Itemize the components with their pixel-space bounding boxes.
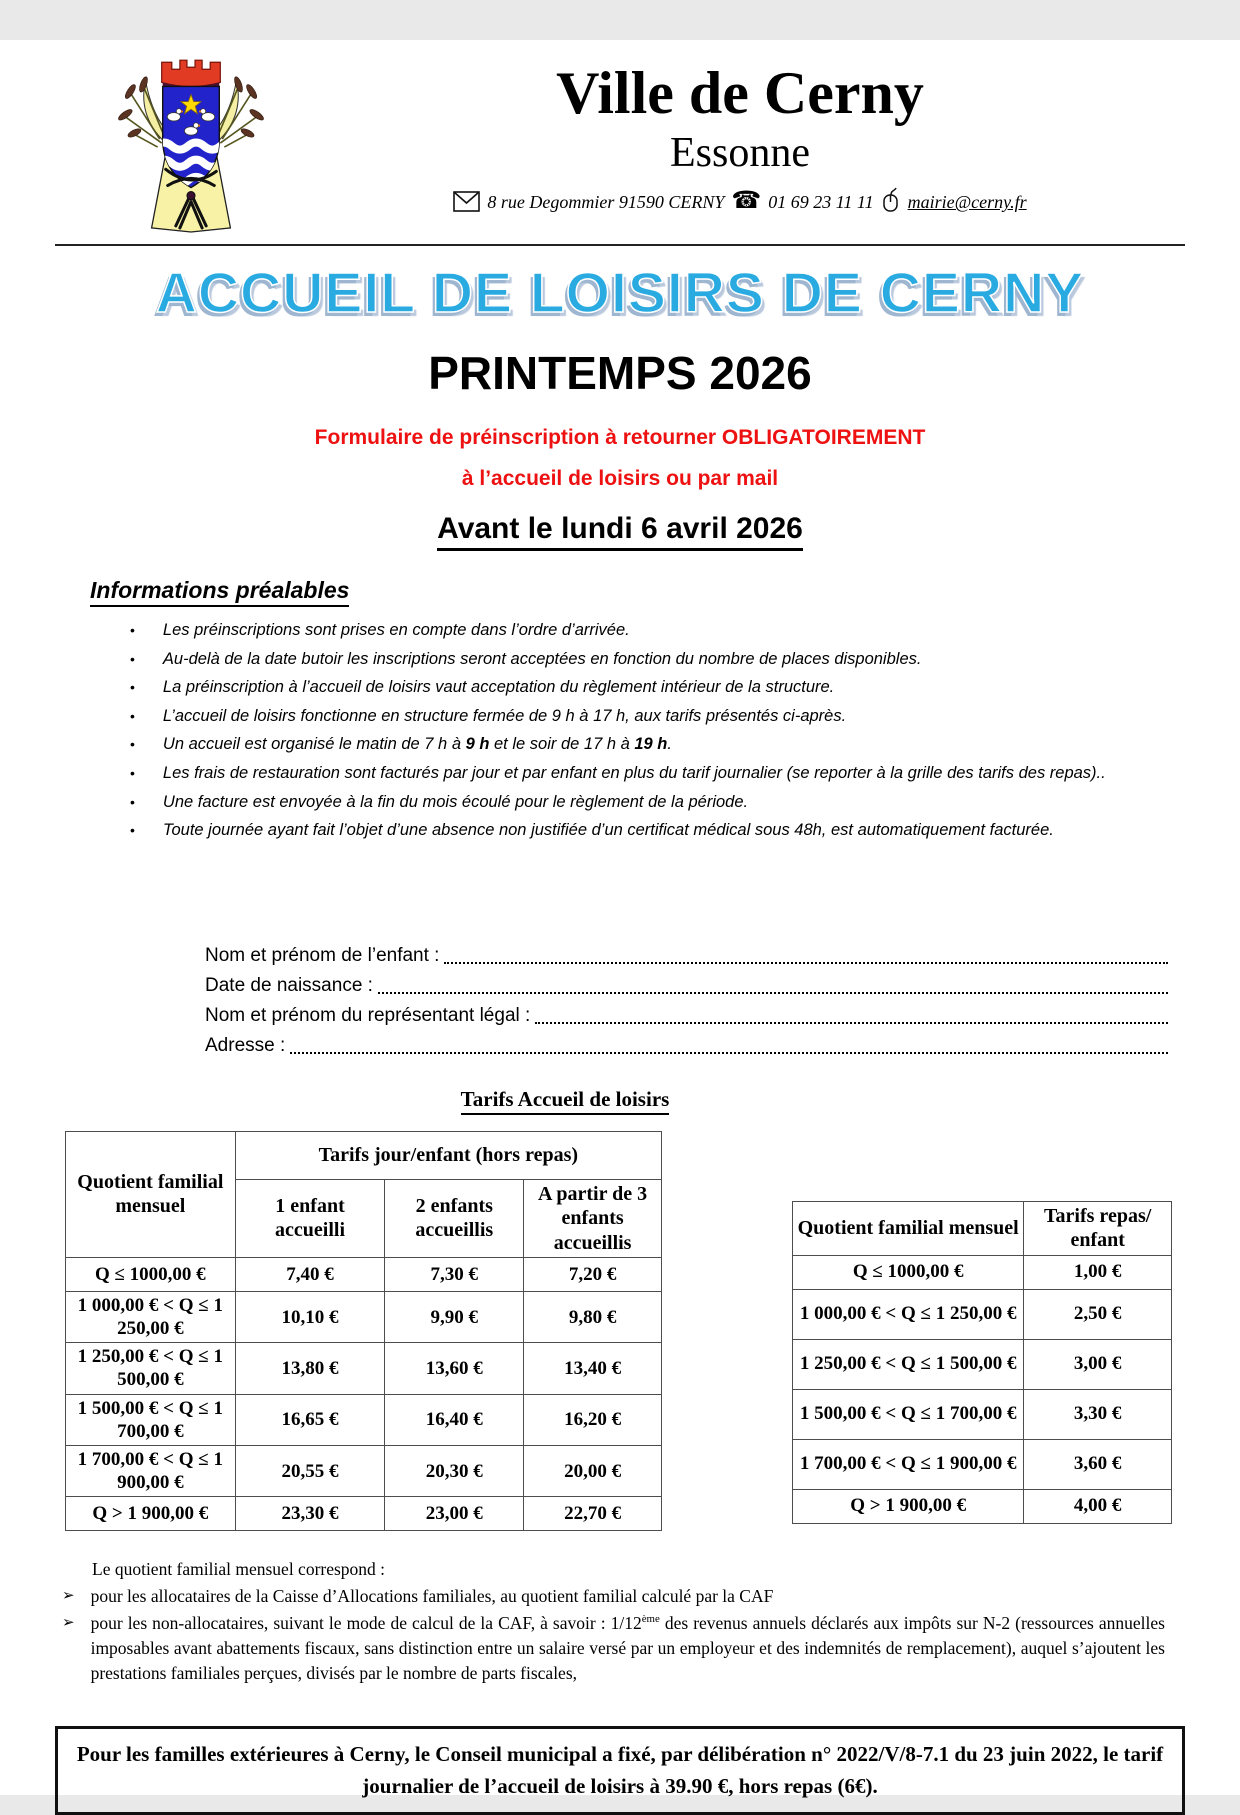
bullet-text: La préinscription à l’accueil de loisirs vaut acceptation du règlement intérieur de la structure. (162, 678, 835, 697)
list-item (62, 1611, 1165, 1686)
column-header: A partir de 3 enfants accueillis (524, 1179, 662, 1257)
bullet-icon: • (130, 679, 135, 696)
column-header: 2 enfants accueillis (385, 1179, 524, 1257)
price-cell: 9,80 € (524, 1291, 662, 1342)
day-tariff-table (65, 1131, 662, 1532)
price-cell: 20,55 € (235, 1445, 385, 1496)
bullet-text: Toute journée ayant fait l’objet d’une absence non justifiée d’un certificat médical sous 48h, est automatiquement facturée. (162, 821, 1054, 840)
form-row-birthdate (205, 975, 1168, 997)
qf-cell: 1 500,00 € < Q ≤ 1 700,00 € (66, 1394, 236, 1445)
department-name: Essonne (670, 130, 810, 176)
price-cell: 20,00 € (524, 1445, 662, 1496)
price-cell: 13,80 € (235, 1343, 385, 1394)
bullet-text: Un accueil est organisé le matin de 7 h à 9 h et le soir de 17 h à 19 h. (162, 735, 672, 754)
guardian-name-field (535, 1021, 1168, 1024)
field-label: Adresse : (205, 1034, 286, 1056)
qf-cell: 1 000,00 € < Q ≤ 1 250,00 € (793, 1289, 1024, 1339)
bullet-icon: • (130, 707, 135, 724)
price-cell: 3,30 € (1024, 1389, 1172, 1439)
bullet-icon: • (130, 622, 135, 638)
qf-cell: Q > 1 900,00 € (793, 1489, 1024, 1523)
header-text-block (300, 40, 1180, 213)
column-header: Quotient familial mensuel (66, 1131, 236, 1257)
price-cell: 23,30 € (235, 1497, 385, 1531)
price-cell: 16,65 € (235, 1394, 385, 1445)
price-cell: 23,00 € (385, 1497, 524, 1531)
field-label: Nom et prénom de l’enfant : (205, 944, 440, 966)
email-link[interactable]: mairie@cerny.fr (907, 192, 1027, 213)
contact-line (300, 187, 1180, 213)
qf-cell: 1 700,00 € < Q ≤ 1 900,00 € (66, 1445, 236, 1496)
table-row (66, 1257, 662, 1291)
bullet-icon: • (130, 650, 135, 667)
price-cell: 10,10 € (235, 1291, 385, 1342)
quotient-explanation (62, 1557, 1165, 1685)
list-item (130, 707, 1170, 727)
price-cell: 9,90 € (385, 1291, 524, 1342)
tariff-tables (65, 1131, 1240, 1532)
meal-tariff-table (792, 1201, 1172, 1524)
season-title: PRINTEMPS 2026 (428, 347, 812, 399)
deadline-text: Avant le lundi 6 avril 2026 (437, 512, 803, 551)
document-header (0, 40, 1240, 240)
price-cell: 20,30 € (385, 1445, 524, 1496)
table-row (793, 1389, 1172, 1439)
table-row (793, 1489, 1172, 1523)
qf-cell: Q > 1 900,00 € (66, 1497, 236, 1531)
list-item (130, 621, 1170, 641)
price-cell: 4,00 € (1024, 1489, 1172, 1523)
price-cell: 3,00 € (1024, 1339, 1172, 1389)
price-cell: 2,50 € (1024, 1289, 1172, 1339)
column-header: Tarifs repas/ enfant (1024, 1201, 1172, 1255)
address-text: 8 rue Degommier 91590 CERNY (487, 192, 725, 213)
group-header: Tarifs jour/enfant (hors repas) (235, 1131, 661, 1179)
list-item (130, 650, 1170, 670)
table-row (66, 1291, 662, 1342)
bullet-icon: • (130, 822, 135, 839)
form-row-child-name (205, 945, 1168, 967)
bullet-icon: • (130, 793, 135, 810)
price-cell: 16,40 € (385, 1394, 524, 1445)
bullet-icon: • (130, 764, 135, 781)
list-item (130, 821, 1170, 841)
qf-cell: 1 250,00 € < Q ≤ 1 500,00 € (66, 1343, 236, 1394)
child-name-field (444, 961, 1168, 964)
table-row (793, 1339, 1172, 1389)
bullet-icon: • (130, 736, 135, 753)
field-label: Date de naissance : (205, 974, 373, 996)
tariff-section-title: Tarifs Accueil de loisirs (461, 1087, 670, 1115)
column-header: 1 enfant accueilli (235, 1179, 385, 1257)
envelope-icon (453, 191, 480, 212)
list-item (130, 793, 1170, 813)
qf-cell: 1 250,00 € < Q ≤ 1 500,00 € (793, 1339, 1024, 1389)
qf-cell: Q ≤ 1000,00 € (66, 1257, 236, 1291)
page-title: ACCUEIL DE LOISIRS DE CERNY (155, 261, 1085, 325)
arrow-bullet-icon: ➢ (62, 1588, 75, 1605)
infos-section (90, 577, 1170, 841)
infos-bullet-list (90, 621, 1170, 841)
price-cell: 7,40 € (235, 1257, 385, 1291)
price-cell: 13,60 € (385, 1343, 524, 1394)
form-row-guardian-name (205, 1005, 1168, 1027)
table-row (793, 1439, 1172, 1489)
bullet-text: Les préinscriptions sont prises en compte dans l’ordre d’arrivée. (162, 621, 630, 639)
table-row (66, 1497, 662, 1531)
address-field (290, 1051, 1168, 1054)
city-coat-of-arms-icon (115, 42, 267, 234)
notice-line-2: à l’accueil de loisirs ou par mail (461, 467, 779, 490)
table-row (66, 1343, 662, 1394)
form-row-address (205, 1035, 1168, 1057)
column-header: Quotient familial mensuel (793, 1201, 1024, 1255)
field-label: Nom et prénom du représentant légal : (205, 1004, 531, 1026)
quotient-item-text: pour les non-allocataires, suivant le mode de calcul de la CAF, à savoir : 1/12ème des revenus annuels déclarés aux impôts sur N-2 (ressources annuelles imposables avant abattements fiscaux, sans distinction entre un salaire versé par un employeur et des indemnités de remplacement), auquel s’ajoutent les prestations familiales perçues, divisés par le nombre de parts fiscales, (90, 1612, 1165, 1683)
price-cell: 7,30 € (385, 1257, 524, 1291)
bullet-text: Au-delà de la date butoir les inscriptions seront acceptées en fonction du nombre de places disponibles. (162, 649, 922, 668)
document-page (0, 40, 1240, 1799)
city-name: Ville de Cerny (556, 60, 924, 126)
table-row (793, 1289, 1172, 1339)
price-cell: 16,20 € (524, 1394, 662, 1445)
list-item (130, 678, 1170, 698)
mouse-icon (881, 187, 901, 213)
price-cell: 3,60 € (1024, 1439, 1172, 1489)
qf-cell: 1 500,00 € < Q ≤ 1 700,00 € (793, 1389, 1024, 1439)
notice-line-1: Formulaire de préinscription à retourner OBLIGATOIREMENT (314, 426, 926, 449)
registration-form (205, 945, 1168, 1057)
qf-cell: 1 000,00 € < Q ≤ 1 250,00 € (66, 1291, 236, 1342)
table-row (66, 1394, 662, 1445)
bullet-text: Une facture est envoyée à la fin du mois écoulé pour le règlement de la période. (162, 792, 749, 811)
bullet-text: L’accueil de loisirs fonctionne en structure fermée de 9 h à 17 h, aux tarifs présentés ci-après. (162, 706, 847, 725)
phone-icon: ☎ (731, 188, 762, 215)
price-cell: 22,70 € (524, 1497, 662, 1531)
price-cell: 1,00 € (1024, 1255, 1172, 1289)
quotient-intro: Le quotient familial mensuel correspond : (92, 1559, 386, 1580)
bullet-text: Les frais de restauration sont facturés par jour et par enfant en plus du tarif journalier (se reporter à la grille des tarifs des repas).. (162, 763, 1106, 782)
birthdate-field (378, 991, 1168, 994)
header-divider (55, 244, 1185, 246)
table-row (793, 1255, 1172, 1289)
qf-cell: Q ≤ 1000,00 € (793, 1255, 1024, 1289)
quotient-item-text: pour les allocataires de la Caisse d’Allocations familiales, au quotient familial calculé par la CAF (90, 1586, 774, 1607)
price-cell: 7,20 € (524, 1257, 662, 1291)
table-row (66, 1445, 662, 1496)
external-families-box: Pour les familles extérieures à Cerny, le Conseil municipal a fixé, par délibération n° 2022/V/8-7.1 du 23 juin 2022, le tarif journalier de l’accueil de loisirs à 39.90 €, hors repas (6€). (55, 1726, 1185, 1815)
infos-heading: Informations préalables (90, 577, 349, 607)
list-item (130, 764, 1170, 784)
qf-cell: 1 700,00 € < Q ≤ 1 900,00 € (793, 1439, 1024, 1489)
phone-number: 01 69 23 11 11 (768, 192, 874, 213)
price-cell: 13,40 € (524, 1343, 662, 1394)
list-item (62, 1584, 1165, 1609)
list-item (130, 735, 1170, 755)
arrow-bullet-icon: ➢ (62, 1614, 75, 1631)
